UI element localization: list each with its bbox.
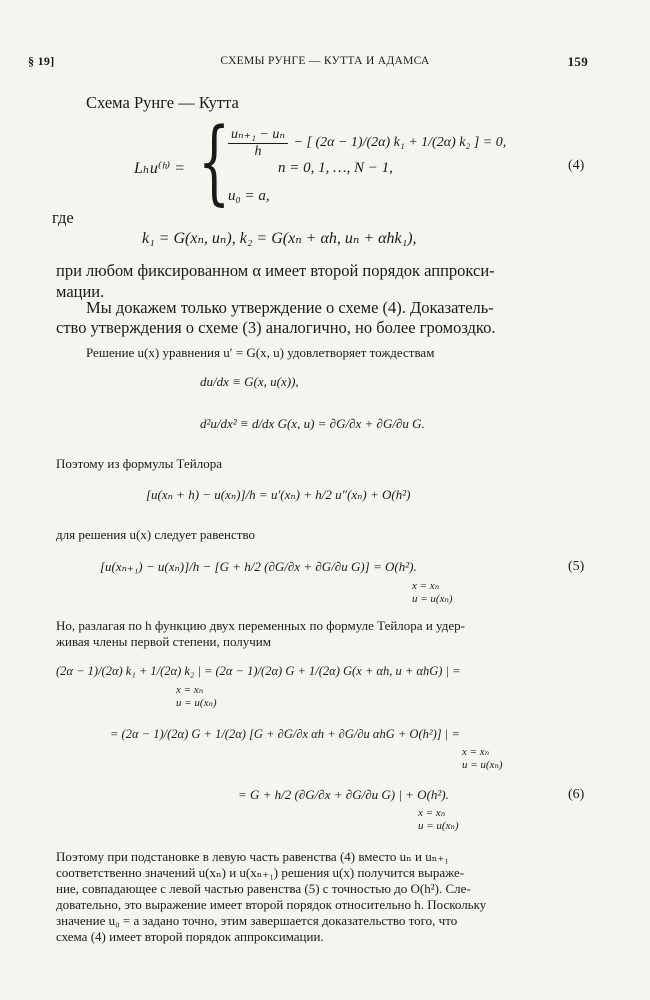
eq5-body: [u(xₙ₊₁) − u(xₙ)]/h − [G + h/2 (∂G/∂x + ∂G/∂u G)] = O(h²). [100,559,417,574]
eq4-lhs: Lₕu⁽ʰ⁾ = [134,160,186,177]
para5: для решения u(x) следует равенство [56,527,255,542]
para7-line3: ние, совпадающее с левой частью равенства (5) с точностью до O(h²). Сле- [56,881,471,896]
eq4-brace: { [198,108,231,215]
eq6-row1: (2α − 1)/(2α) k₁ + 1/(2α) k₂ | = (2α − 1)/(2α) G + 1/(2α) G(x + αh, u + αhG) | = [56,664,461,678]
eq4-fraction-den: h [254,144,262,159]
para3: Решение u(x) уравнения u′ = G(x, u) удовлетворяет тождествам [86,345,435,360]
para6-line1: Но, разлагая по h функцию двух переменных по формуле Тейлора и удер- [56,618,465,633]
eq6-row3-cond-x: x = xₙ [418,807,446,819]
taylor-formula: [u(xₙ + h) − u(xₙ)]/h = u′(xₙ) + h/2 u″(xₙ) + O(h²) [146,487,411,502]
para2-line2: ство утверждения о схеме (3) аналогично, но более громоздко. [56,318,496,337]
where-word: где [52,208,74,227]
eq6-number: (6) [568,787,585,802]
eq6-row2: = (2α − 1)/(2α) G + 1/(2α) [G + ∂G/∂x αh + ∂G/∂u αhG + O(h²)] | = [110,727,460,741]
eq5-cond-u: u = u(xₙ) [412,593,453,605]
section-heading: Схема Рунге — Кутта [86,93,239,112]
para1-line2: мации. [56,282,105,301]
eq6-row3: = G + h/2 (∂G/∂x + ∂G/∂u G) | + O(h²). [238,787,449,802]
eq4-fraction [228,126,288,160]
para7-line5: значение u₀ = a задано точно, этим завершается доказательство того, что [56,913,458,928]
eq5-cond-x: x = xₙ [412,580,440,592]
eq4-line1-rest: − [ (2α − 1)/(2α) k₁ + 1/(2α) k₂ ] = 0, [293,135,507,151]
para4: Поэтому из формулы Тейлора [56,456,222,471]
eq6-row1-cond-u: u = u(xₙ) [176,697,217,709]
page-number: 159 [567,54,588,69]
eq4-line1 [226,126,506,160]
para7-line4: довательно, это выражение имеет второй порядок относительно h. Поскольку [56,897,487,912]
k-definitions: k₁ = G(xₙ, uₙ), k₂ = G(xₙ + αh, uₙ + αhk₁), [142,230,417,247]
identity-1: du/dx ≡ G(x, u(x)), [200,374,299,389]
para7-line6: схема (4) имеет второй порядок аппроксимации. [56,929,324,944]
eq5-number: (5) [568,559,585,574]
running-title: СХЕМЫ РУНГЕ — КУТТА И АДАМСА [220,55,430,67]
eq6-row2-cond-x: x = xₙ [462,746,490,758]
eq6-row2-cond-u: u = u(xₙ) [462,759,503,771]
para2-line1: Мы докажем только утверждение о схеме (4). Доказатель- [86,298,494,317]
eq6-row1-cond-x: x = xₙ [176,684,204,696]
section-marker: § 19] [28,54,55,68]
eq6-row3-cond-u: u = u(xₙ) [418,820,459,832]
eq4-number: (4) [568,158,585,173]
para6-line2: живая члены первой степени, получим [56,634,271,649]
eq4-line2: n = 0, 1, …, N − 1, [278,160,393,176]
identity-2: d²u/dx² ≡ d/dx G(x, u) = ∂G/∂x + ∂G/∂u G. [200,416,425,431]
eq4-line3: u₀ = a, [228,188,270,204]
para7-line1: Поэтому при подстановке в левую часть равенства (4) вместо uₙ и uₙ₊₁ [56,849,449,864]
eq4-fraction-num: uₙ₊₁ − uₙ [228,126,288,144]
para7-line2: соответственно значений u(xₙ) и u(xₙ₊₁) решения u(x) получится выраже- [56,865,465,880]
para1-line1: при любом фиксированном α имеет второй порядок аппрокси- [56,261,495,280]
